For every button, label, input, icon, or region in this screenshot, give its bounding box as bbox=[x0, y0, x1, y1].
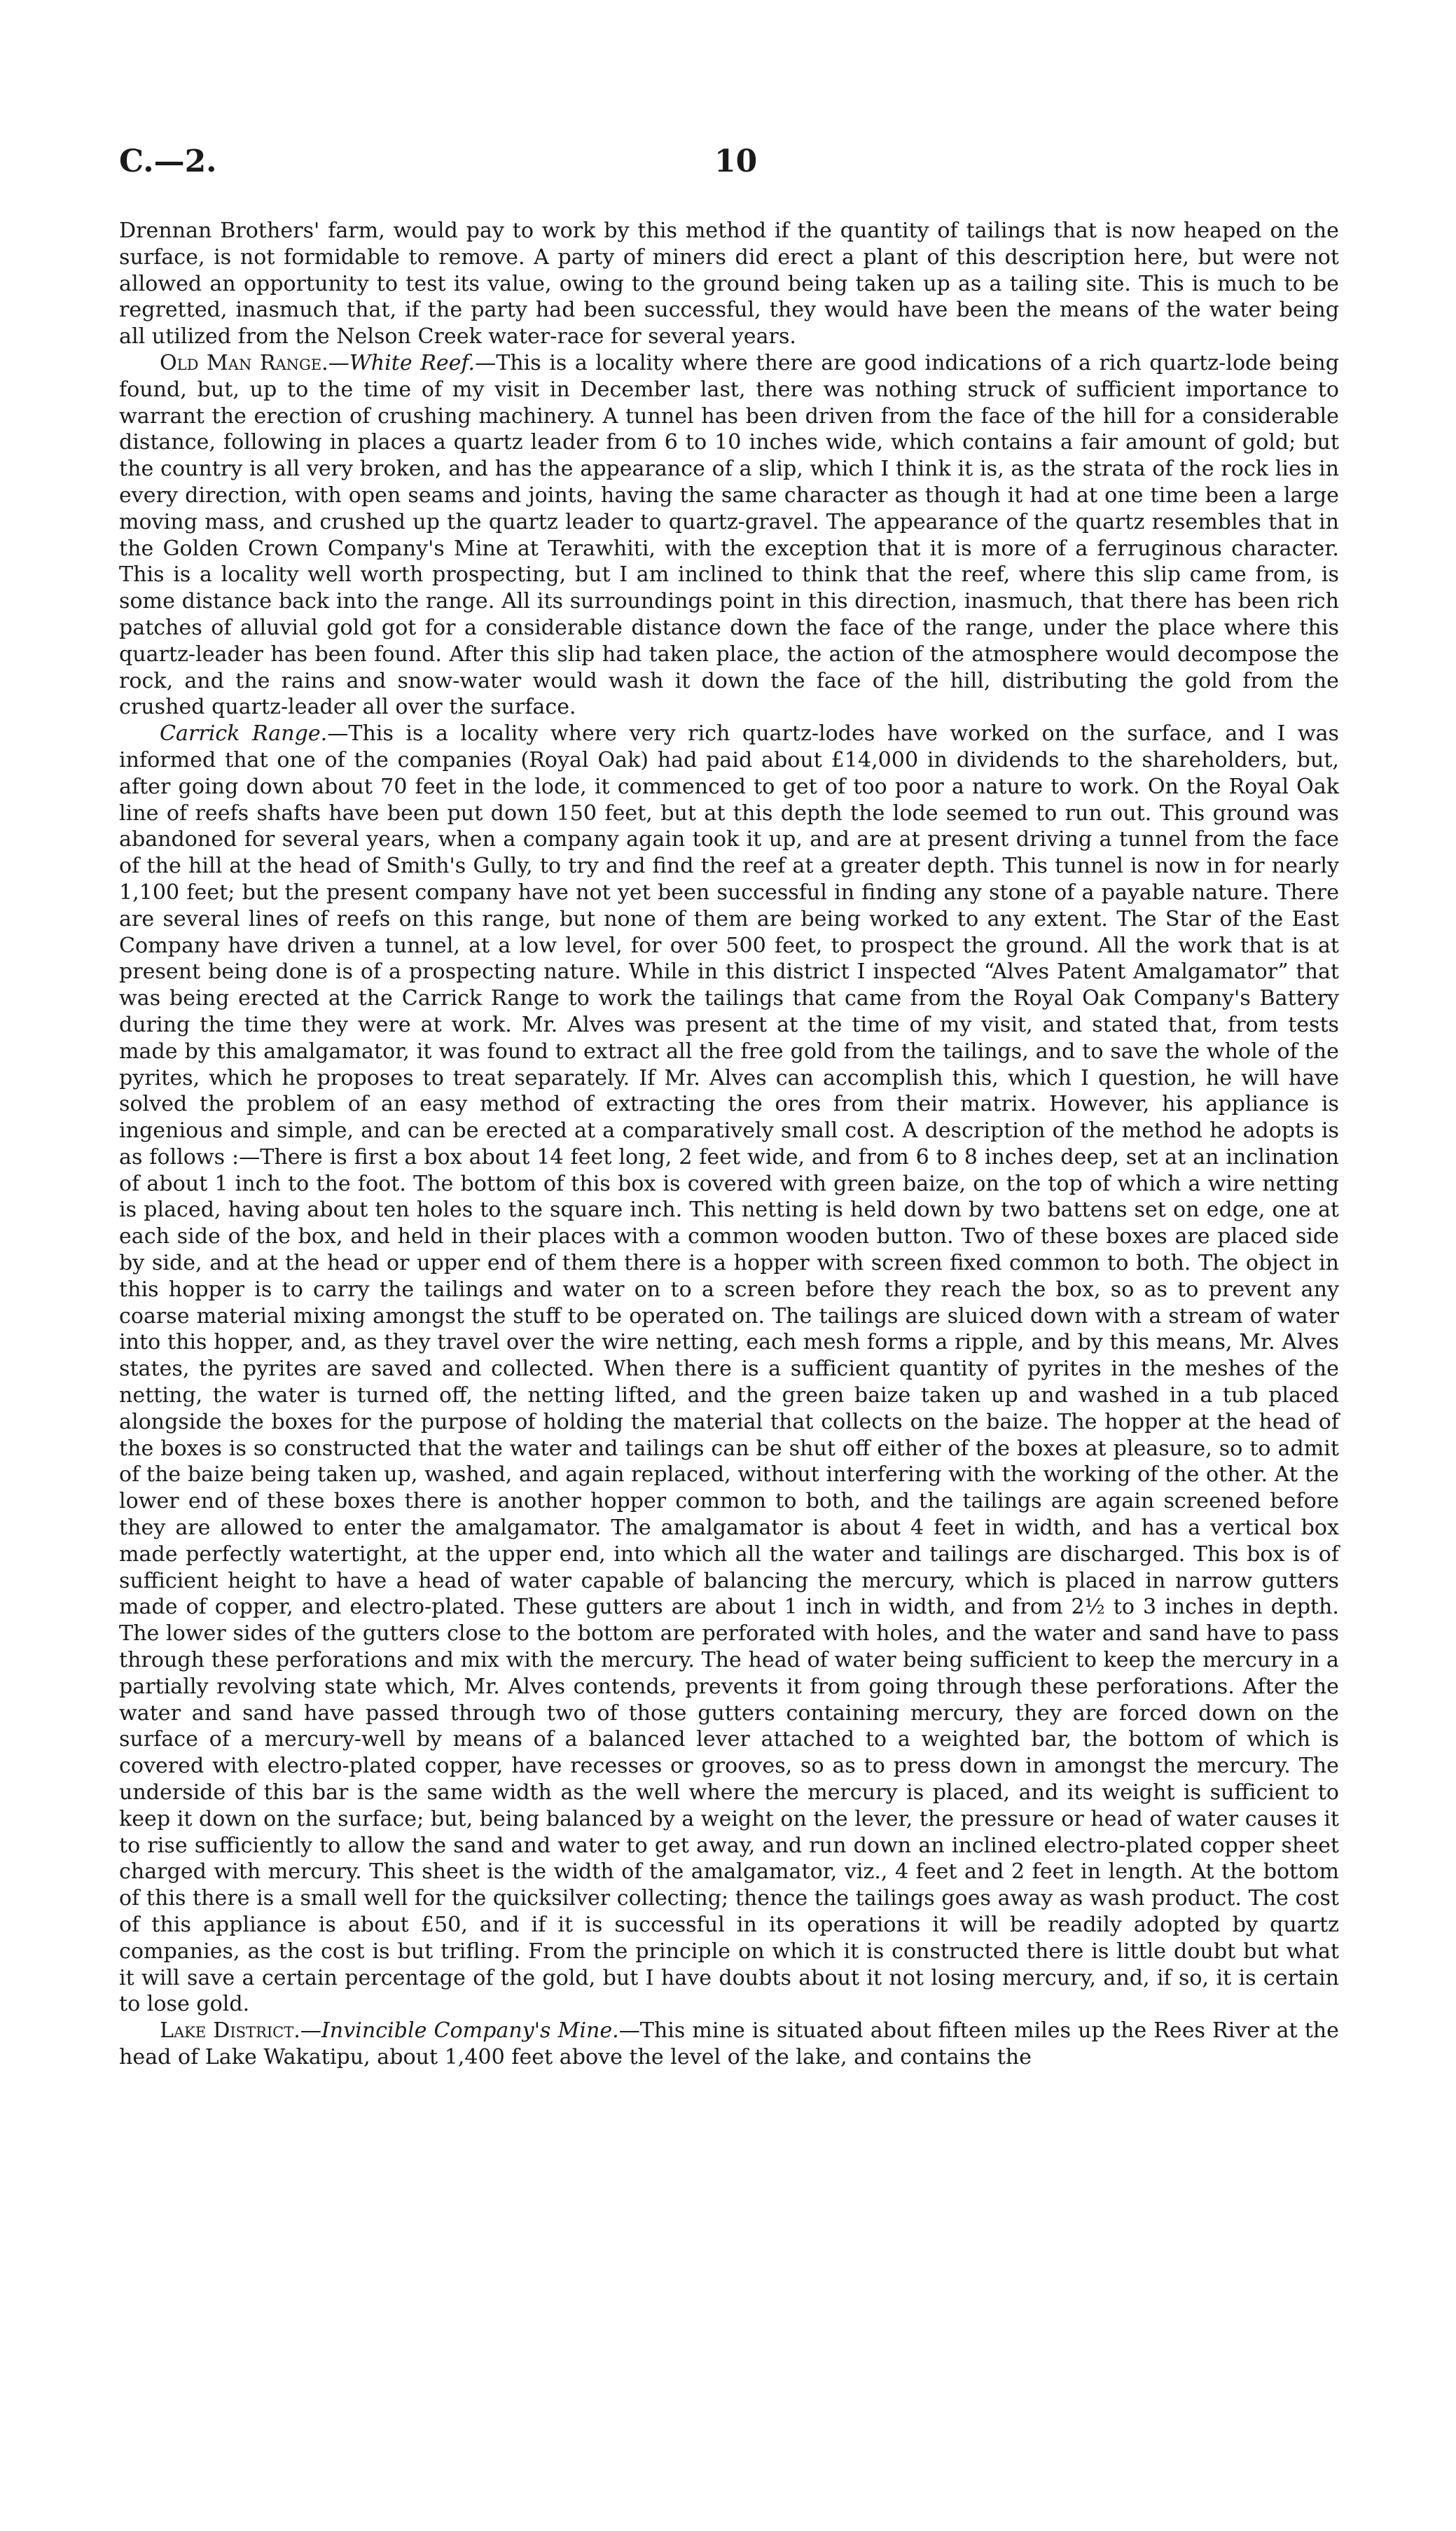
paragraph: Lake District.—Invincible Company's Mine.—This mine is situated about fifteen miles up the Rees River at the head of Lake Wakatipu, about 1,400 feet above the level of the lake, and contains the bbox=[119, 2018, 1339, 2069]
section-subheading: White Reef. bbox=[349, 350, 476, 375]
paragraph-text: This is a locality where very rich quartz-lodes have worked on the surface, and I was informed that one of the companies (Royal Oak) had paid about £14,000 in dividends to the shareholders, but, after going down about 70 feet in the lode, it commenced to get of too poor a nature to work. On the Royal Oak line of reefs shafts have been put down 150 feet, but at this depth the lode seemed to run out. This ground was abandoned for several years, when a company again took it up, and are at present driving a tunnel from the face of the hill at the head of Smith's Gully, to try and find the reef at a greater depth. This tunnel is now in for nearly 1,100 feet; but the present company have not yet been successful in finding any stone of a payable nature. There are several lines of reefs on this range, but none of them are being worked to any extent. The Star of the East Company have driven a tunnel, at a low level, for over 500 feet, to prospect the ground. All the work that is at present being done is of a prospecting nature. While in this district I inspected “Alves Patent Amalgamator” that was being erected at the Carrick Range to work the tailings that came from the Royal Oak Company's Battery during the time they were at work. Mr. Alves was present at the time of my visit, and stated that, from tests made by this amalgamator, it was found to extract all the free gold from the tailings, and to save the whole of the pyrites, which he proposes to treat separately. If Mr. Alves can accomplish this, which I question, he will have solved the problem of an easy method of extracting the ores from their matrix. However, his appliance is ingenious and simple, and can be erected at a comparatively small cost. A description of the method he adopts is as follows :—There is first a box about 14 feet long, 2 feet wide, and from 6 to 8 inches deep, set at an inclination of about 1 inch to the foot. The bottom of this box is covered with green baize, on the top of which a wire netting is placed, having about ten holes to the square inch. This netting is held down by two battens set on edge, one at each side of the box, and held in their places with a common wooden button. Two of these boxes are placed side by side, and at the head or upper end of them there is a hopper with screen fixed common to both. The object in this hopper is to carry the tailings and water on to a screen before they reach the box, so as to prevent any coarse material mixing amongst the stuff to be operated on. The tailings are sluiced down with a stream of water into this hopper, and, as they travel over the wire netting, each mesh forms a ripple, and by this means, Mr. Alves states, the pyrites are saved and collected. When there is a sufficient quantity of pyrites in the meshes of the netting, the water is turned off, the netting lifted, and the green baize taken up and washed in a tub placed alongside the boxes for the purpose of holding the material that collects on the baize. The hopper at the head of the boxes is so constructed that the water and tailings can be shut off either of the boxes at pleasure, so to admit of the baize being taken up, washed, and again replaced, without interfering with the working of the other. At the lower end of these boxes there is another hopper common to both, and the tailings are again screened before they are allowed to enter the amalgamator. The amalgamator is about 4 feet in width, and has a vertical box made perfectly watertight, at the upper end, into which all the water and tailings are discharged. This box is of sufficient height to have a head of water capable of balancing the mercury, which is placed in narrow gutters made of copper, and electro-plated. These gutters are about 1 inch in width, and from 2½ to 3 inches in depth. The lower sides of the gutters close to the bottom are perforated with holes, and the water and sand have to pass through these perforations and mix with the mercury. The head of water being sufficient to keep the mercury in a partially revolving state which, Mr. Alves contends, prevents it from going through these perforations. After the water and sand have passed through two of those gutters containing mercury, they are forced down on the surface of a mercury-well by means of a balanced lever attached to a weighted bar, the bottom of which is covered with electro-plated copper, have recesses or grooves, so as to press down in amongst the mercury. The underside of this bar is the same width as the well where the mercury is placed, and its weight is sufficient to keep it down on the surface; but, being balanced by a weight on the lever, the pressure or head of water causes it to rise sufficiently to allow the sand and water to get away, and run down an inclined electro-plated copper sheet charged with mercury. This sheet is the width of the amalgamator, viz., 4 feet and 2 feet in length. At the bottom of this there is a small well for the quicksilver collecting; thence the tailings goes away as wash product. The cost of this appliance is about £50, and if it is successful in its operations it will be readily adopted by quartz companies, as the cost is but trifling. From the principle on which it is constructed there is little doubt but what it will save a certain percentage of the gold, but I have doubts about it not losing mercury, and, if so, it is certain to lose gold. bbox=[119, 721, 1339, 2017]
section-subheading: Invincible Company's Mine. bbox=[321, 2018, 619, 2044]
section-heading: Old Man Range. bbox=[160, 350, 328, 375]
paragraph: Old Man Range.—White Reef.—This is a locality where there are good indications of a rich quartz-lode being found, but, up to the time of my visit in December last, there was nothing struck of sufficient importance to warrant the erection of crushing machinery. A tunnel has been driven from the face of the hill for a considerable distance, following in places a quartz leader from 6 to 10 inches wide, which contains a fair amount of gold; but the country is all very broken, and has the appearance of a slip, which I think it is, as the strata of the rock lies in every direction, with open seams and joints, having the same character as though it had at one time been a large moving mass, and crushed up the quartz leader to quartz-gravel. The appearance of the quartz resembles that in the Golden Crown Company's Mine at Terawhiti, with the exception that it is more of a ferruginous character. This is a locality well worth prospecting, but I am inclined to think that the reef, where this slip came from, is some distance back into the range. All its surroundings point in this direction, inasmuch, that there has been rich patches of alluvial gold got for a considerable distance down the face of the range, under the place where this quartz-leader has been found. After this slip had taken place, the action of the atmosphere would decompose the rock, and the rains and snow-water would wash it down the face of the hill, distributing the gold from the crushed quartz-leader all over the surface. bbox=[119, 350, 1340, 720]
page-header bbox=[119, 144, 1339, 193]
paragraph-text: This mine is situated about fifteen miles up the Rees River at the head of Lake Wakatipu, about 1,400 feet above the level of the lake, and contains the bbox=[119, 2018, 1339, 2069]
paragraph-text: This is a locality where there are good indications of a rich quartz-lode being found, but, up to the time of my visit in December last, there was nothing struck of sufficient importance to warrant the erection of crushing machinery. A tunnel has been driven from the face of the hill for a considerable distance, following in places a quartz leader from 6 to 10 inches wide, which contains a fair amount of gold; but the country is all very broken, and has the appearance of a slip, which I think it is, as the strata of the rock lies in every direction, with open seams and joints, having the same character as though it had at one time been a large moving mass, and crushed up the quartz leader to quartz-gravel. The appearance of the quartz resembles that in the Golden Crown Company's Mine at Terawhiti, with the exception that it is more of a ferruginous character. This is a locality well worth prospecting, but I am inclined to think that the reef, where this slip came from, is some distance back into the range. All its surroundings point in this direction, inasmuch, that there has been rich patches of alluvial gold got for a considerable distance down the face of the range, under the place where this quartz-leader has been found. After this slip had taken place, the action of the atmosphere would decompose the rock, and the rains and snow-water would wash it down the face of the hill, distributing the gold from the crushed quartz-leader all over the surface. bbox=[119, 350, 1340, 720]
section-subheading: Carrick Range. bbox=[160, 721, 328, 747]
document-page bbox=[119, 144, 1339, 2071]
body-text bbox=[119, 218, 1339, 2071]
paragraph-text: Drennan Brothers' farm, would pay to work by this method if the quantity of tailings that is now heaped on the surface, is not formidable to remove. A party of miners did erect a plant of this description here, but were not allowed an opportunity to test its value, owing to the ground being taken up as a tailing site. This is much to be regretted, inasmuch that, if the party had been successful, they would have been the means of the water being all utilized from the Nelson Creek water-race for several years. bbox=[119, 219, 1339, 349]
section-heading: Lake District. bbox=[160, 2018, 300, 2044]
page-number: 10 bbox=[714, 144, 758, 179]
paragraph: Carrick Range.—This is a locality where very rich quartz-lodes have worked on the surface, and I was informed that one of the companies (Royal Oak) had paid about £14,000 in dividends to the shareholders, but, after going down about 70 feet in the lode, it commenced to get of too poor a nature to work. On the Royal Oak line of reefs shafts have been put down 150 feet, but at this depth the lode seemed to run out. This ground was abandoned for several years, when a company again took it up, and are at present driving a tunnel from the face of the hill at the head of Smith's Gully, to try and find the reef at a greater depth. This tunnel is now in for nearly 1,100 feet; but the present company have not yet been successful in finding any stone of a payable nature. There are several lines of reefs on this range, but none of them are being worked to any extent. The Star of the East Company have driven a tunnel, at a low level, for over 500 feet, to prospect the ground. All the work that is at present being done is of a prospecting nature. While in this district I inspected “Alves Patent Amalgamator” that was being erected at the Carrick Range to work the tailings that came from the Royal Oak Company's Battery during the time they were at work. Mr. Alves was present at the time of my visit, and stated that, from tests made by this amalgamator, it was found to extract all the free gold from the tailings, and to save the whole of the pyrites, which he proposes to treat separately. If Mr. Alves can accomplish this, which I question, he will have solved the problem of an easy method of extracting the ores from their matrix. However, his appliance is ingenious and simple, and can be erected at a comparatively small cost. A description of the method he adopts is as follows :—There is first a box about 14 feet long, 2 feet wide, and from 6 to 8 inches deep, set at an inclination of about 1 inch to the foot. The bottom of this box is covered with green baize, on the top of which a wire netting is placed, having about ten holes to the square inch. This netting is held down by two battens set on edge, one at each side of the box, and held in their places with a common wooden button. Two of these boxes are placed side by side, and at the head or upper end of them there is a hopper with screen fixed common to both. The object in this hopper is to carry the tailings and water on to a screen before they reach the box, so as to prevent any coarse material mixing amongst the stuff to be operated on. The tailings are sluiced down with a stream of water into this hopper, and, as they travel over the wire netting, each mesh forms a ripple, and by this means, Mr. Alves states, the pyrites are saved and collected. When there is a sufficient quantity of pyrites in the meshes of the netting, the water is turned off, the netting lifted, and the green baize taken up and washed in a tub placed alongside the boxes for the purpose of holding the material that collects on the baize. The hopper at the head of the boxes is so constructed that the water and tailings can be shut off either of the boxes at pleasure, so to admit of the baize being taken up, washed, and again replaced, without interfering with the working of the other. At the lower end of these boxes there is another hopper common to both, and the tailings are again screened before they are allowed to enter the amalgamator. The amalgamator is about 4 feet in width, and has a vertical box made perfectly watertight, at the upper end, into which all the water and tailings are discharged. This box is of sufficient height to have a head of water capable of balancing the mercury, which is placed in narrow gutters made of copper, and electro-plated. These gutters are about 1 inch in width, and from 2½ to 3 inches in depth. The lower sides of the gutters close to the bottom are perforated with holes, and the water and sand have to pass through these perforations and mix with the mercury. The head of water being sufficient to keep the mercury in a partially revolving state which, Mr. Alves contends, prevents it from going through these perforations. After the water and sand have passed through two of those gutters containing mercury, they are forced down on the surface of a mercury-well by means of a balanced lever attached to a weighted bar, the bottom of which is covered with electro-plated copper, have recesses or grooves, so as to press down in amongst the mercury. The underside of this bar is the same width as the well where the mercury is placed, and its weight is sufficient to keep it down on the surface; but, being balanced by a weight on the lever, the pressure or head of water causes it to rise sufficiently to allow the sand and water to get away, and run down an inclined electro-plated copper sheet charged with mercury. This sheet is the width of the amalgamator, viz., 4 feet and 2 feet in length. At the bottom of this there is a small well for the quicksilver collecting; thence the tailings goes away as wash product. The cost of this appliance is about £50, and if it is successful in its operations it will be readily adopted by quartz companies, as the cost is but trifling. From the principle on which it is constructed there is little doubt but what it will save a certain percentage of the gold, but I have doubts about it not losing mercury, and, if so, it is certain to lose gold. bbox=[119, 721, 1339, 2017]
paragraph bbox=[119, 218, 1339, 350]
document-reference: C.—2. bbox=[119, 144, 217, 179]
